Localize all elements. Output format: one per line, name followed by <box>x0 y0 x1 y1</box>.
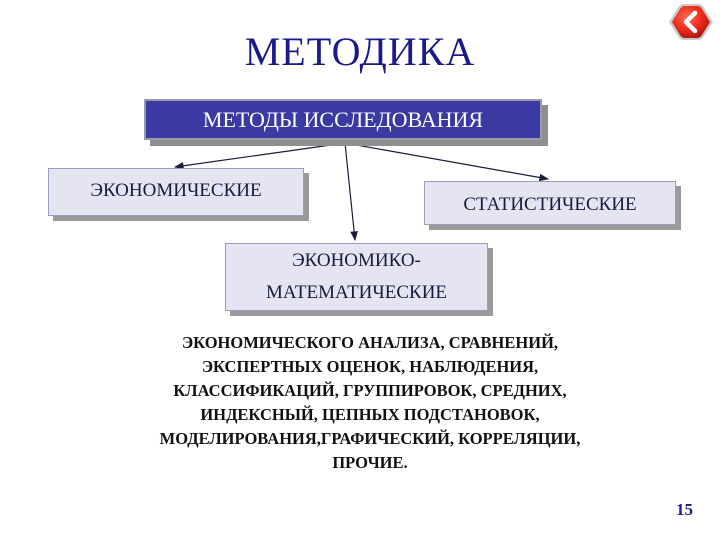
node-econ-math <box>225 243 488 311</box>
node-econ-math-label-line1: ЭКОНОМИКО- <box>292 250 421 271</box>
arrow-to-economic <box>175 143 345 167</box>
node-economic <box>48 168 304 216</box>
node-statistical <box>424 181 676 225</box>
node-statistical-label: СТАТИСТИЧЕСКИЕ <box>463 194 637 215</box>
methods-list-line: ЭКСПЕРТНЫХ ОЦЕНОК, НАБЛЮДЕНИЯ, <box>201 357 539 376</box>
root-node-research-methods <box>144 99 542 140</box>
node-economic-label: ЭКОНОМИЧЕСКИЕ <box>90 180 262 201</box>
methods-list <box>100 331 640 475</box>
root-node-label: МЕТОДЫ ИССЛЕДОВАНИЯ <box>202 106 484 132</box>
methods-list-line: ПРОЧИЕ. <box>332 453 408 472</box>
arrow-to-statistical <box>345 143 548 179</box>
node-econ-math-label-line2: МАТЕМАТИЧЕСКИЕ <box>265 282 448 303</box>
methods-list-line: ЭКОНОМИЧЕСКОГО АНАЛИЗА, СРАВНЕНИЙ, <box>181 333 559 352</box>
methods-list-line: КЛАССИФИКАЦИЙ, ГРУППИРОВОК, СРЕДНИХ, <box>173 381 567 400</box>
slide-title: МЕТОДИКА <box>244 29 476 74</box>
arrow-to-econ-math <box>345 143 355 240</box>
methods-list-line: МОДЕЛИРОВАНИЯ,ГРАФИЧЕСКИЙ, КОРРЕЛЯЦИИ, <box>159 429 581 448</box>
page-number: 15 <box>676 500 693 519</box>
methods-list-line: ИНДЕКСНЫЙ, ЦЕПНЫХ ПОДСТАНОВОК, <box>200 405 540 424</box>
